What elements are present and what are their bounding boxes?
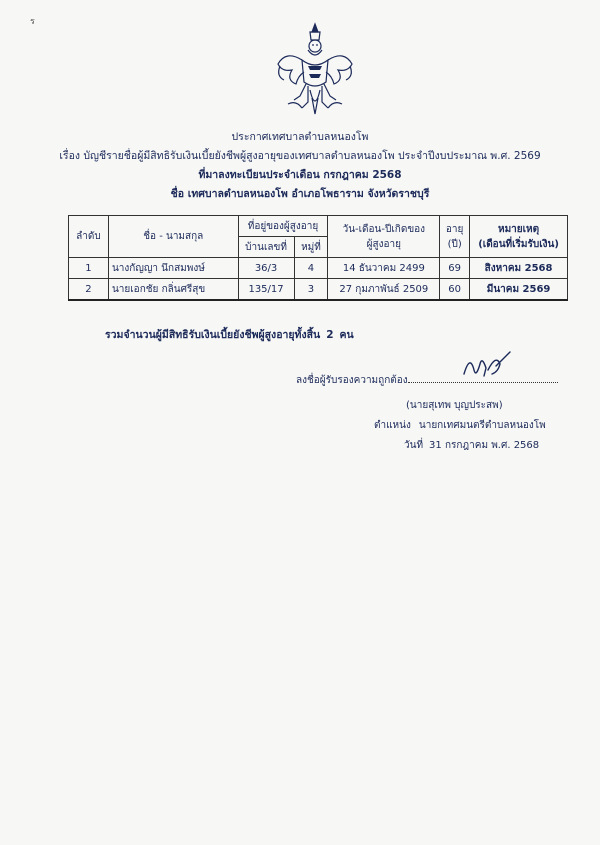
total-summary — [105, 326, 354, 343]
cell-remark: สิงหาคม 2568 — [470, 258, 568, 279]
header-remark-line2: (เดือนที่เริ่มรับเงิน) — [478, 238, 559, 250]
cell-moo: 3 — [294, 279, 328, 301]
total-unit: คน — [339, 329, 354, 341]
cell-name: นายเอกชัย กลิ่นศรีสุข — [108, 279, 238, 301]
header-age — [440, 216, 470, 258]
total-text: รวมจำนวนผู้มีสิทธิรับเงินเบี้ยยังชีพผู้สูงอายุทั้งสิ้น — [105, 329, 321, 341]
header-birth — [328, 216, 440, 258]
table-row — [69, 279, 568, 301]
header-address: ที่อยู่ของผู้สูงอายุ — [238, 216, 328, 237]
header-birth-line2: ผู้สูงอายุ — [366, 238, 401, 250]
cell-no: 1 — [69, 258, 109, 279]
header-birth-line1: วัน-เดือน-ปีเกิดของ — [342, 223, 426, 235]
signature-dotted-line — [408, 372, 558, 383]
location-line: ชื่อ เทศบาลตำบลหนองโพ อำเภอโพธาราม จังหวัดราชบุรี — [170, 188, 430, 200]
garuda-emblem-icon — [272, 20, 358, 118]
stray-mark: ร — [30, 17, 35, 27]
header-moo: หมู่ที่ — [294, 237, 328, 258]
header-no: ลำดับ — [69, 216, 109, 258]
date-value: 31 กรกฎาคม พ.ศ. 2568 — [429, 440, 540, 451]
cell-house-no: 135/17 — [238, 279, 294, 301]
total-count: 2 — [326, 329, 334, 341]
subject-line: เรื่อง บัญชีรายชื่อผู้มีสิทธิรับเงินเบี้ยยังชีพผู้สูงอายุของเทศบาลตำบลหนองโพ ประจำปีงบประมาณ พ.ศ. 2569 — [59, 150, 541, 162]
cell-remark: มีนาคม 2569 — [470, 279, 568, 301]
registration-line: ที่มาลงทะเบียนประจำเดือน กรกฎาคม 2568 — [198, 169, 402, 181]
cell-birth: 27 กุมภาพันธ์ 2509 — [328, 279, 440, 301]
signer-name: (นายสุเทพ บุญประสพ) — [406, 400, 503, 411]
announcement-title: ประกาศเทศบาลตำบลหนองโพ — [231, 131, 369, 143]
cell-name: นางกัญญา นึกสมพงษ์ — [108, 258, 238, 279]
table-row — [69, 258, 568, 279]
position-value: นายกเทศมนตรีตำบลหนองโพ — [418, 420, 546, 431]
sign-label: ลงชื่อผู้รับรองความถูกต้อง — [296, 375, 408, 386]
header-remark — [470, 216, 568, 258]
cell-no: 2 — [69, 279, 109, 301]
cell-age: 60 — [440, 279, 470, 301]
header-remark-line1: หมายเหตุ — [497, 223, 540, 235]
sign-date — [404, 438, 539, 453]
signer-position — [374, 418, 546, 433]
header-house-no: บ้านเลขที่ — [238, 237, 294, 258]
cell-moo: 4 — [294, 258, 328, 279]
position-label: ตำแหน่ง — [374, 420, 411, 431]
document-titles — [0, 128, 600, 204]
beneficiary-table — [68, 215, 568, 301]
date-label: วันที่ — [404, 440, 424, 451]
header-age-line1: อายุ — [445, 223, 464, 235]
sign-line — [296, 372, 558, 388]
header-name: ชื่อ - นามสกุล — [108, 216, 238, 258]
cell-birth: 14 ธันวาคม 2499 — [328, 258, 440, 279]
cell-house-no: 36/3 — [238, 258, 294, 279]
header-age-line2: (ปี) — [447, 238, 462, 250]
cell-age: 69 — [440, 258, 470, 279]
